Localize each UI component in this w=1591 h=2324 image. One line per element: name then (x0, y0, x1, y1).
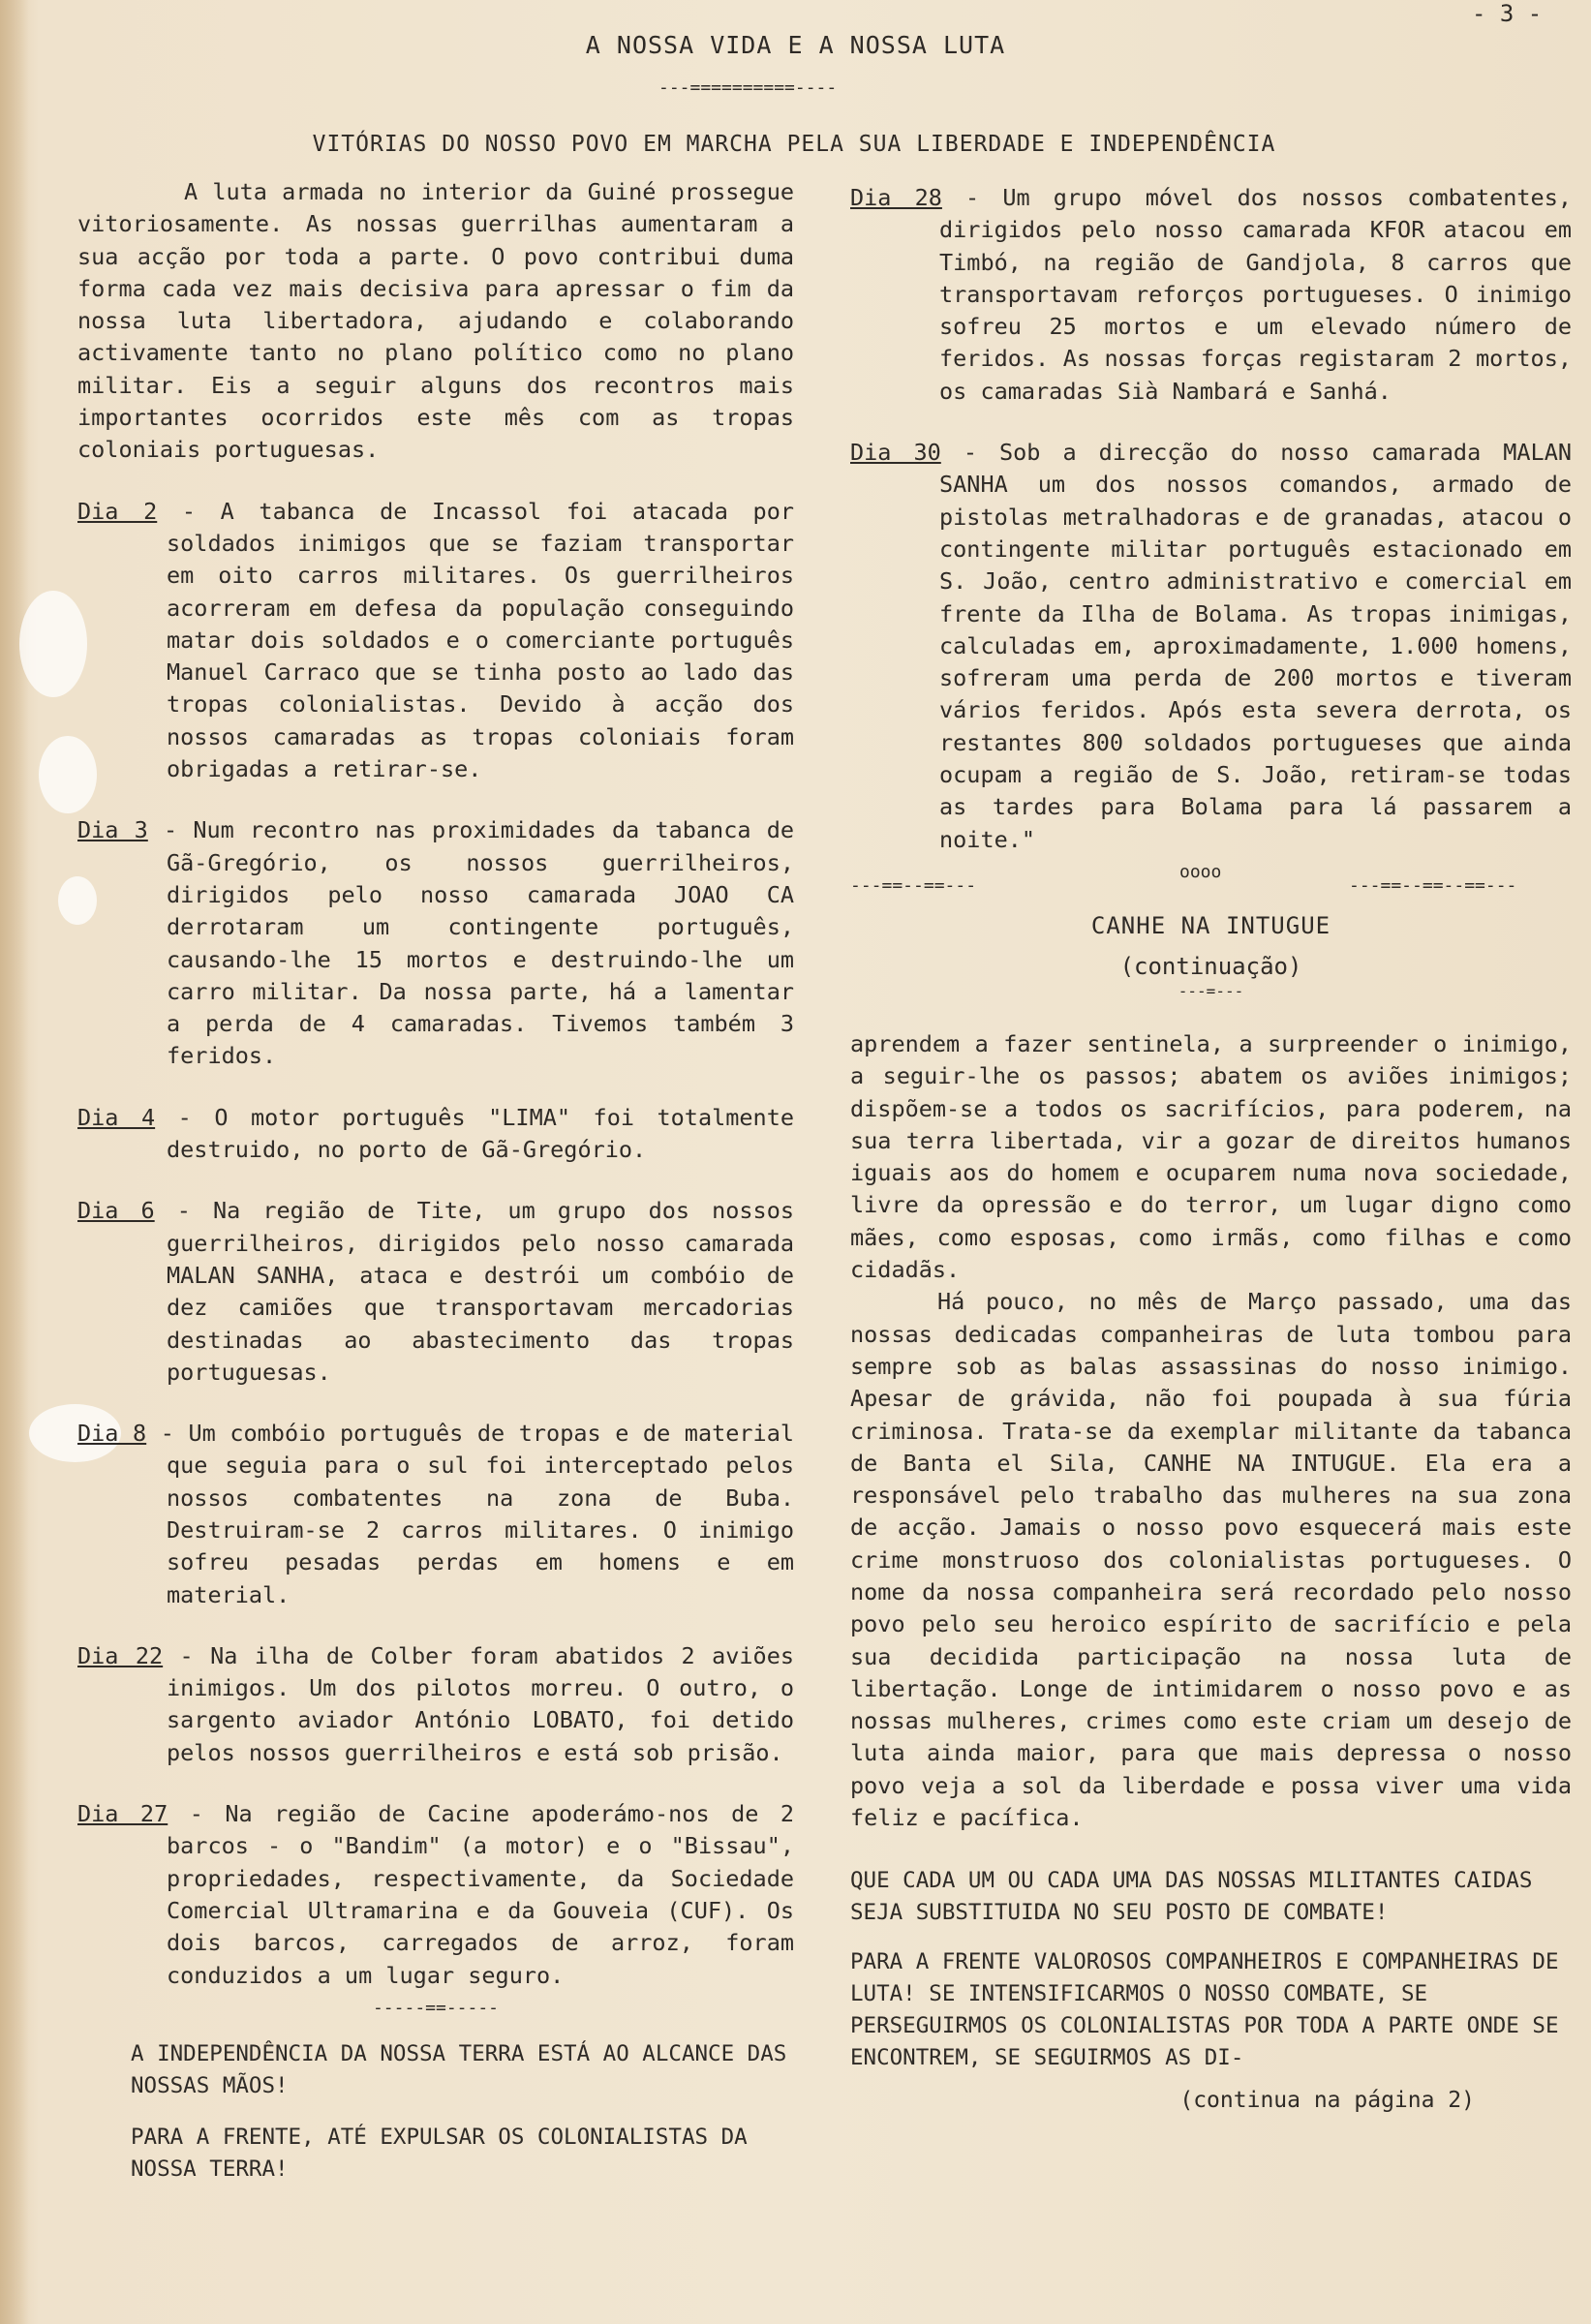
entry-text: Na região de Cacine apoderámo-nos de 2 barcos - o "Bandim" (a motor) e o "Bissau", propriedades, respectivamente, da Sociedade Comercial Ultramarina e da Gouveia (CUF). Os dois barcos, carregados de arroz, foram conduzidos a um lugar seguro. (167, 1800, 795, 1989)
divider-center: oooo (1179, 861, 1222, 882)
entry-text: Sob a direcção do nosso camarada MALAN SANHA um dos nossos comandos, armado de pistolas metralhadoras e de granadas, atacou o contingente militar português estacionado em S. João, centro administrativo e comercial em frente da Ilha de Bolama. As tropas inimigas, calculadas em, aproximadamente, 1.000 homens, sofreram uma perda de 200 mortos e tiveram vários feridos. Após esta severa derrota, os restantes 800 soldados portugueses que ainda ocupam a região de S. João, retiram-se todas as tardes para Bolama para lá passarem a noite." (939, 439, 1572, 853)
page-number: - 3 - (1472, 0, 1543, 27)
section-continuation: (continuação) (1119, 952, 1302, 980)
entry-dia-3: Dia 3 - Num recontro nas proximidades da tabanca de Gã-Gregório, os nossos guerrilheiros, dirigidos pelo nosso camarada JOAO CA derrotaram um contingente português, causando-lhe 15 mortos e destruindo-lhe um carro militar. Da nossa parte, há a lamentar a perda de 4 camaradas. Tivemos também 3 feridos. (77, 816, 794, 1070)
divider-right: ---==--==--==--- (1349, 874, 1517, 896)
entry-text: A tabanca de Incassol foi atacada por soldados inimigos que se faziam transportar em oito carros militares. Os guerrilheiros acorreram em defesa da população conseguindo matar dois soldados e o comerciante português Manuel Carraco que se tinha posto ao lado das tropas colonialistas. Devido à acção dos nossos camaradas as tropas coloniais foram obrigadas a retirar-se. (167, 497, 794, 783)
entry-dia-6: Dia 6 - Na região de Tite, um grupo dos nossos guerrilheiros, dirigidos pelo nosso camarada MALAN SANHA, ataca e destrói um combóio de dez camiões que transportavam mercadorias destinadas ao abastecimento das tropas portuguesas. (77, 1197, 794, 1386)
entry-day: Dia 4 (77, 1103, 156, 1131)
section-title: CANHE NA INTUGUE (1090, 911, 1331, 939)
header-rule: ---==========---- (658, 77, 838, 98)
slogan-replace-fallen: QUE CADA UM OU CADA UMA DAS NOSSAS MILITANTES CAIDAS SEJA SUBSTITUIDA NO SEU POSTO DE COMBATE! (850, 1868, 1533, 1926)
entry-dia-28: Dia 28 - Um grupo móvel dos nossos combatentes, dirigidos pelo nosso camarada KFOR atacou em Timbó, na região de Gandjola, 8 carros que transportavam reforços portugueses. O inimigo sofreu 25 mortos e um elevado número de feridos. As nossas forças registaram 2 mortos, os camaradas Sià Nambará e Sanhá. (850, 184, 1573, 405)
entry-day: Dia 27 (77, 1800, 168, 1828)
entry-day: Dia 3 (77, 816, 148, 844)
entry-text: Num recontro nas proximidades da tabanca de Gã-Gregório, os nossos guerrilheiros, dirigidos pelo nosso camarada JOAO CA derrotaram um contingente português, causando-lhe 15 mortos e destruindo-lhe um carro militar. Da nossa parte, há a lamentar a perda de 4 camaradas. Tivemos também 3 feridos. (167, 816, 794, 1070)
entry-text: Um combóio português de tropas e de material que seguia para o sul foi interceptado pelos nossos combatentes na zona de Buba. Destruiram-se 2 carros militares. O inimigo sofreu pesadas perdas em homens e em material. (167, 1420, 794, 1608)
entry-dia-27: Dia 27 - Na região de Cacine apoderámo-nos de 2 barcos - o "Bandim" (a motor) e o "Bissau", propriedades, respectivamente, da Sociedade Comercial Ultramarina e da Gouveia (CUF). Os dois barcos, carregados de arroz, foram conduzidos a um lugar seguro. (77, 1800, 795, 1989)
slogan-expel-colonialists: PARA A FRENTE, ATÉ EXPULSAR OS COLONIALISTAS DA NOSSA TERRA! (131, 2124, 748, 2182)
page-header-title: A NOSSA VIDA E A NOSSA LUTA (585, 31, 1006, 59)
intro-paragraph: A luta armada no interior da Guiné prossegue vitoriosamente. As nossas guerrilhas aumentaram a sua acção por toda a parte. O povo contribui duma forma cada vez mais decisiva para apressar o fim da nossa luta libertadora, ajudando e colaborando activamente tanto no plano político como no plano militar. Eis a seguir alguns dos recontros mais importantes ocorridos este mês com as tropas coloniais portuguesas. (77, 178, 794, 464)
right-divider-row (850, 862, 1572, 901)
section-paragraph-2: Há pouco, no mês de Março passado, uma das nossas dedicadas companheiras de luta tombou para sempre sob as balas assassinas do nosso inimigo. Apesar de grávida, não foi poupada à sua fúria criminosa. Trata-se da exemplar militante da tabanca de Banta el Sila, CANHE NA INTUGUE. Ela era a responsável pelo trabalho das mulheres na sua zona de acção. Jamais o nosso povo esquecerá mais este crime monstruoso dos colonialistas portugueses. O nome da nossa companheira será recordado pelo nosso povo pelo seu heroico espírito de sacrifício e pela sua decidida participação na nossa luta de libertação. Longe de intimidarem o nosso povo e as nossas mulheres, crimes como este criam um desejo de luta ainda maior, para que mais depressa o nosso povo veja a sol da liberdade e possa viver uma vida feliz e pacífica. (850, 1288, 1572, 1832)
article-subtitle: VITÓRIAS DO NOSSO POVO EM MARCHA PELA SUA LIBERDADE E INDEPENDÊNCIA (312, 132, 1276, 157)
left-column-rule: -----==----- (372, 1997, 500, 2018)
entry-day: Dia 30 (850, 439, 941, 467)
entry-text: O motor português "LIMA" foi totalmente destruido, no porto de Gã-Gregório. (167, 1103, 794, 1164)
right-column (850, 182, 1572, 2113)
entry-dia-2: Dia 2 - A tabanca de Incassol foi atacada por soldados inimigos que se faziam transportar em oito carros militares. Os guerrilheiros acorreram em defesa da população conseguindo matar dois soldados e o comerciante português Manuel Carraco que se tinha posto ao lado das tropas colonialistas. Devido à acção dos nossos camaradas as tropas coloniais foram obrigadas a retirar-se. (77, 497, 794, 783)
entry-day: Dia 6 (77, 1197, 155, 1225)
entry-day: Dia 2 (77, 497, 158, 525)
left-column (77, 176, 794, 2186)
entry-text: Na ilha de Colber foram abatidos 2 aviões inimigos. Um dos pilotos morreu. O outro, o sargento aviador António LOBATO, foi detido pelos nossos guerrilheiros e está sob prisão. (167, 1641, 795, 1766)
entry-day: Dia 22 (77, 1641, 164, 1669)
entry-day: Dia 8 (77, 1420, 147, 1448)
entry-dia-8: Dia 8 - Um combóio português de tropas e de material que seguia para o sul foi interceptado pelos nossos combatentes na zona de Buba. Destruiram-se 2 carros militares. O inimigo sofreu pesadas perdas em homens e em material. (77, 1420, 794, 1608)
divider-left: ---==--==--- (850, 874, 977, 896)
entry-dia-30: Dia 30 - Sob a direcção do nosso camarada MALAN SANHA um dos nossos comandos, armado de pistolas metralhadoras e de granadas, atacou o contingente militar português estacionado em S. João, centro administrativo e comercial em frente da Ilha de Bolama. As tropas inimigas, calculadas em, aproximadamente, 1.000 homens, sofreram uma perda de 200 mortos e tiveram vários feridos. Após esta severa derrota, os restantes 800 soldados portugueses que ainda ocupam a região de S. João, retiram-se todas as tardes para Bolama para lá passarem a noite." (850, 439, 1572, 853)
entry-text: Um grupo móvel dos nossos combatentes, dirigidos pelo nosso camarada KFOR atacou em Timbó, na região de Gandjola, 8 carros que transportavam reforços portugueses. O inimigo sofreu 25 mortos e um elevado número de feridos. As nossas forças registaram 2 mortos, os camaradas Sià Nambará e Sanhá. (939, 184, 1573, 405)
entry-text: Na região de Tite, um grupo dos nossos guerrilheiros, dirigidos pelo nosso camarada MALAN SANHA, ataca e destrói um combóio de dez camiões que transportavam mercadorias destinadas ao abastecimento das tropas portuguesas. (167, 1197, 794, 1386)
slogan-independence: A INDEPENDÊNCIA DA NOSSA TERRA ESTÁ AO ALCANCE DAS NOSSAS MÃOS! (131, 2040, 787, 2098)
continuation-note: (continua na página 2) (1179, 2088, 1475, 2114)
entry-dia-22: Dia 22 - Na ilha de Colber foram abatidos 2 aviões inimigos. Um dos pilotos morreu. O outro, o sargento aviador António LOBATO, foi detido pelos nossos guerrilheiros e está sob prisão. (77, 1641, 795, 1766)
entry-day: Dia 28 (850, 184, 942, 211)
section-rule: ---=--- (1178, 981, 1244, 1000)
section-paragraph-1: aprendem a fazer sentinela, a surpreender o inimigo, a seguir-lhe os passos; abatem os aviões inimigos; dispõem-se a todos os sacrifícios, para poderem, na sua terra libertada, vir a gozar de direitos humanos iguais aos do homem e ocuparem numa nova sociedade, livre da opressão e do terror, um lugar digno como mães, como esposas, como irmãs, como filhas e como cidadãs. (850, 1029, 1572, 1284)
paper-left-edge (0, 0, 29, 2324)
slogan-forward-companions: PARA A FRENTE VALOROSOS COMPANHEIROS E COMPANHEIRAS DE LUTA! SE INTENSIFICARMOS O NOSSO COMBATE, SE PERSEGUIRMOS OS COLONIALISTAS POR TODA A PARTE ONDE SE ENCONTREM, SE SEGUIRMOS AS DI- (850, 1949, 1559, 2071)
entry-dia-4: Dia 4 - O motor português "LIMA" foi totalmente destruido, no porto de Gã-Gregório. (77, 1103, 794, 1164)
